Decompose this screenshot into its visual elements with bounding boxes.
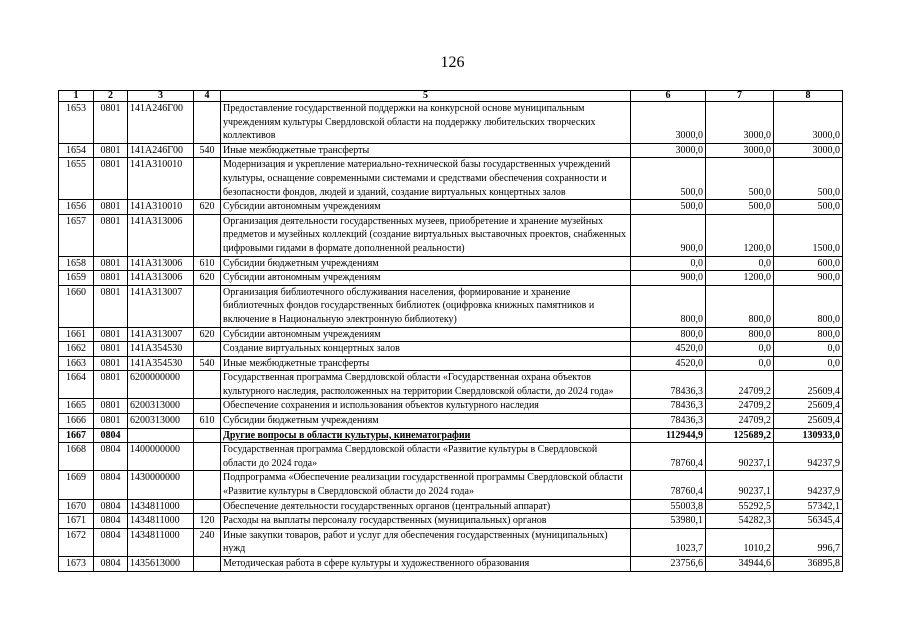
section-code-cell: 0801 [94, 102, 128, 144]
expense-type-cell: 610 [194, 256, 221, 271]
row-number-cell: 1662 [59, 342, 94, 357]
table-row [59, 428, 843, 443]
target-article-cell: 1430000000 [128, 471, 194, 499]
amount-col-6-cell: 55003,8 [631, 499, 706, 514]
amount-col-7-cell: 90237,1 [706, 471, 774, 499]
amount-col-6-cell: 800,0 [631, 327, 706, 342]
item-name-cell: Обеспечение сохранения и использования объектов культурного наследия [221, 399, 631, 414]
row-number-cell: 1653 [59, 102, 94, 144]
expense-type-cell: 540 [194, 356, 221, 371]
section-code-cell: 0801 [94, 356, 128, 371]
amount-col-8-cell: 25609,4 [774, 399, 843, 414]
target-article-cell: 1435613000 [128, 557, 194, 572]
section-code-cell: 0804 [94, 499, 128, 514]
amount-col-7-cell: 3000,0 [706, 143, 774, 158]
expense-type-cell [194, 557, 221, 572]
expense-type-cell: 540 [194, 143, 221, 158]
row-number-cell: 1672 [59, 528, 94, 556]
header-col-6: 6 [631, 91, 706, 102]
section-code-cell: 0804 [94, 557, 128, 572]
expense-type-cell [194, 428, 221, 443]
amount-col-6-cell: 23756,6 [631, 557, 706, 572]
expense-type-cell: 620 [194, 200, 221, 215]
table-row [59, 414, 843, 429]
table-row [59, 102, 843, 144]
section-code-cell: 0804 [94, 471, 128, 499]
expense-type-cell: 120 [194, 514, 221, 529]
amount-col-7-cell: 0,0 [706, 356, 774, 371]
item-name-cell: Организация деятельности государственных музеев, приобретение и хранение музейных предметов и музейных коллекций (создание виртуальных выставочных проектов, снабженных цифровыми гидами в формате дополненной реальности) [221, 214, 631, 256]
target-article-cell: 141A246Г00 [128, 102, 194, 144]
row-number-cell: 1668 [59, 443, 94, 471]
amount-col-8-cell: 500,0 [774, 158, 843, 200]
expense-type-cell: 610 [194, 414, 221, 429]
target-article-cell: 1434811000 [128, 499, 194, 514]
target-article-cell: 6200313000 [128, 399, 194, 414]
table-header-row [59, 91, 843, 102]
table-row [59, 371, 843, 399]
table-row [59, 471, 843, 499]
amount-col-6-cell: 0,0 [631, 256, 706, 271]
expense-type-cell [194, 471, 221, 499]
section-code-cell: 0801 [94, 256, 128, 271]
amount-col-6-cell: 500,0 [631, 158, 706, 200]
amount-col-7-cell: 90237,1 [706, 443, 774, 471]
section-code-cell: 0801 [94, 327, 128, 342]
expense-type-cell: 620 [194, 271, 221, 286]
table-row [59, 528, 843, 556]
table-row [59, 399, 843, 414]
amount-col-8-cell: 57342,1 [774, 499, 843, 514]
row-number-cell: 1659 [59, 271, 94, 286]
row-number-cell: 1660 [59, 285, 94, 327]
item-name-cell: Субсидии автономным учреждениям [221, 327, 631, 342]
item-name-cell: Предоставление государственной поддержки на конкурсной основе муниципальным учреждениям культуры Свердловской области на поддержку любительских творческих коллективов [221, 102, 631, 144]
amount-col-6-cell: 3000,0 [631, 143, 706, 158]
amount-col-8-cell: 3000,0 [774, 102, 843, 144]
amount-col-6-cell: 53980,1 [631, 514, 706, 529]
row-number-cell: 1670 [59, 499, 94, 514]
expense-type-cell [194, 285, 221, 327]
expense-type-cell [194, 443, 221, 471]
section-code-cell: 0804 [94, 428, 128, 443]
target-article-cell: 141A310010 [128, 158, 194, 200]
expense-type-cell [194, 214, 221, 256]
item-name-cell: Субсидии автономным учреждениям [221, 271, 631, 286]
amount-col-6-cell: 1023,7 [631, 528, 706, 556]
table-row [59, 557, 843, 572]
expense-type-cell [194, 158, 221, 200]
section-code-cell: 0801 [94, 285, 128, 327]
row-number-cell: 1654 [59, 143, 94, 158]
amount-col-6-cell: 4520,0 [631, 356, 706, 371]
target-article-cell: 141A354530 [128, 342, 194, 357]
item-name-cell: Субсидии автономным учреждениям [221, 200, 631, 215]
amount-col-8-cell: 996,7 [774, 528, 843, 556]
amount-col-8-cell: 800,0 [774, 327, 843, 342]
amount-col-6-cell: 800,0 [631, 285, 706, 327]
section-code-cell: 0801 [94, 143, 128, 158]
header-col-3: 3 [128, 91, 194, 102]
amount-col-7-cell: 1200,0 [706, 271, 774, 286]
amount-col-7-cell: 24709,2 [706, 399, 774, 414]
section-code-cell: 0801 [94, 200, 128, 215]
target-article-cell: 141A354530 [128, 356, 194, 371]
target-article-cell: 141A246Г00 [128, 143, 194, 158]
amount-col-8-cell: 36895,8 [774, 557, 843, 572]
amount-col-6-cell: 900,0 [631, 271, 706, 286]
amount-col-8-cell: 3000,0 [774, 143, 843, 158]
amount-col-8-cell: 500,0 [774, 200, 843, 215]
section-code-cell: 0804 [94, 528, 128, 556]
amount-col-7-cell: 24709,2 [706, 414, 774, 429]
amount-col-8-cell: 25609,4 [774, 414, 843, 429]
table-row [59, 214, 843, 256]
item-name-cell: Государственная программа Свердловской области «Развитие культуры в Свердловской области до 2024 года» [221, 443, 631, 471]
table-row [59, 443, 843, 471]
header-col-8: 8 [774, 91, 843, 102]
table-row [59, 200, 843, 215]
row-number-cell: 1666 [59, 414, 94, 429]
header-col-1: 1 [59, 91, 94, 102]
target-article-cell: 6200313000 [128, 414, 194, 429]
item-name-cell: Организация библиотечного обслуживания населения, формирование и хранение библиотечных фондов государственных библиотек (оцифровка книжных памятников и включение в Национальную электронную библиотеку) [221, 285, 631, 327]
table-row [59, 514, 843, 529]
amount-col-7-cell: 800,0 [706, 285, 774, 327]
target-article-cell [128, 428, 194, 443]
amount-col-8-cell: 25609,4 [774, 371, 843, 399]
item-name-cell: Субсидии бюджетным учреждениям [221, 414, 631, 429]
section-code-cell: 0801 [94, 342, 128, 357]
row-number-cell: 1655 [59, 158, 94, 200]
item-name-cell: Методическая работа в сфере культуры и художественного образования [221, 557, 631, 572]
section-code-cell: 0804 [94, 443, 128, 471]
row-number-cell: 1658 [59, 256, 94, 271]
target-article-cell: 141A313007 [128, 285, 194, 327]
table-row [59, 342, 843, 357]
section-code-cell: 0804 [94, 514, 128, 529]
amount-col-8-cell: 600,0 [774, 256, 843, 271]
target-article-cell: 1400000000 [128, 443, 194, 471]
table-row [59, 158, 843, 200]
amount-col-7-cell: 24709,2 [706, 371, 774, 399]
table-row [59, 285, 843, 327]
section-code-cell: 0801 [94, 371, 128, 399]
amount-col-6-cell: 78760,4 [631, 471, 706, 499]
amount-col-7-cell: 500,0 [706, 200, 774, 215]
header-col-4: 4 [194, 91, 221, 102]
amount-col-6-cell: 3000,0 [631, 102, 706, 144]
target-article-cell: 141A313006 [128, 271, 194, 286]
amount-col-6-cell: 78760,4 [631, 443, 706, 471]
item-name-cell: Государственная программа Свердловской области «Государственная охрана объектов культурного наследия, расположенных на территории Свердловской области, до 2024 года» [221, 371, 631, 399]
amount-col-7-cell: 54282,3 [706, 514, 774, 529]
table-row [59, 143, 843, 158]
expense-type-cell: 240 [194, 528, 221, 556]
target-article-cell: 1434811000 [128, 514, 194, 529]
amount-col-8-cell: 94237,9 [774, 471, 843, 499]
expense-type-cell [194, 342, 221, 357]
table-row [59, 256, 843, 271]
table-row [59, 499, 843, 514]
header-col-5: 5 [221, 91, 631, 102]
row-number-cell: 1669 [59, 471, 94, 499]
item-name-cell: Расходы на выплаты персоналу государственных (муниципальных) органов [221, 514, 631, 529]
target-article-cell: 141A313006 [128, 214, 194, 256]
target-article-cell: 1434811000 [128, 528, 194, 556]
section-code-cell: 0801 [94, 158, 128, 200]
item-name-cell: Субсидии бюджетным учреждениям [221, 256, 631, 271]
row-number-cell: 1661 [59, 327, 94, 342]
section-code-cell: 0801 [94, 414, 128, 429]
row-number-cell: 1673 [59, 557, 94, 572]
amount-col-8-cell: 94237,9 [774, 443, 843, 471]
target-article-cell: 6200000000 [128, 371, 194, 399]
row-number-cell: 1663 [59, 356, 94, 371]
amount-col-8-cell: 130933,0 [774, 428, 843, 443]
target-article-cell: 141A310010 [128, 200, 194, 215]
amount-col-7-cell: 800,0 [706, 327, 774, 342]
table-row [59, 271, 843, 286]
amount-col-8-cell: 0,0 [774, 356, 843, 371]
amount-col-6-cell: 500,0 [631, 200, 706, 215]
section-code-cell: 0801 [94, 214, 128, 256]
section-code-cell: 0801 [94, 271, 128, 286]
amount-col-7-cell: 1010,2 [706, 528, 774, 556]
item-name-cell: Обеспечение деятельности государственных органов (центральный аппарат) [221, 499, 631, 514]
row-number-cell: 1657 [59, 214, 94, 256]
row-number-cell: 1656 [59, 200, 94, 215]
amount-col-6-cell: 78436,3 [631, 414, 706, 429]
amount-col-6-cell: 112944,9 [631, 428, 706, 443]
item-name-cell: Модернизация и укрепление материально-технической базы государственных учреждений культуры, оснащение современными системами и средствами обеспечения сохранности и безопасности фондов, людей и зданий, создание виртуальных концертных залов [221, 158, 631, 200]
amount-col-7-cell: 500,0 [706, 158, 774, 200]
row-number-cell: 1664 [59, 371, 94, 399]
item-name-cell: Иные межбюджетные трансферты [221, 356, 631, 371]
amount-col-7-cell: 125689,2 [706, 428, 774, 443]
table-row [59, 356, 843, 371]
amount-col-8-cell: 800,0 [774, 285, 843, 327]
amount-col-7-cell: 34944,6 [706, 557, 774, 572]
target-article-cell: 141A313007 [128, 327, 194, 342]
expense-type-cell [194, 371, 221, 399]
row-number-cell: 1667 [59, 428, 94, 443]
item-name-cell: Иные закупки товаров, работ и услуг для обеспечения государственных (муниципальных) нужд [221, 528, 631, 556]
header-col-2: 2 [94, 91, 128, 102]
header-col-7: 7 [706, 91, 774, 102]
section-code-cell: 0801 [94, 399, 128, 414]
table-row [59, 327, 843, 342]
item-name-cell: Иные межбюджетные трансферты [221, 143, 631, 158]
amount-col-6-cell: 78436,3 [631, 399, 706, 414]
expense-type-cell [194, 399, 221, 414]
amount-col-8-cell: 1500,0 [774, 214, 843, 256]
page-number: 126 [440, 54, 465, 71]
expense-type-cell [194, 102, 221, 144]
amount-col-8-cell: 900,0 [774, 271, 843, 286]
amount-col-7-cell: 3000,0 [706, 102, 774, 144]
expense-type-cell [194, 499, 221, 514]
item-name-cell: Создание виртуальных концертных залов [221, 342, 631, 357]
expense-type-cell: 620 [194, 327, 221, 342]
amount-col-6-cell: 4520,0 [631, 342, 706, 357]
amount-col-7-cell: 0,0 [706, 256, 774, 271]
amount-col-7-cell: 1200,0 [706, 214, 774, 256]
amount-col-7-cell: 0,0 [706, 342, 774, 357]
amount-col-8-cell: 0,0 [774, 342, 843, 357]
target-article-cell: 141A313006 [128, 256, 194, 271]
amount-col-7-cell: 55292,5 [706, 499, 774, 514]
amount-col-6-cell: 900,0 [631, 214, 706, 256]
amount-col-8-cell: 56345,4 [774, 514, 843, 529]
row-number-cell: 1665 [59, 399, 94, 414]
amount-col-6-cell: 78436,3 [631, 371, 706, 399]
item-name-cell: Подпрограмма «Обеспечение реализации государственной программы Свердловской области «Развитие культуры в Свердловской области до 2024 года» [221, 471, 631, 499]
row-number-cell: 1671 [59, 514, 94, 529]
item-name-cell: Другие вопросы в области культуры, кинематографии [221, 428, 631, 443]
budget-table [58, 90, 843, 572]
